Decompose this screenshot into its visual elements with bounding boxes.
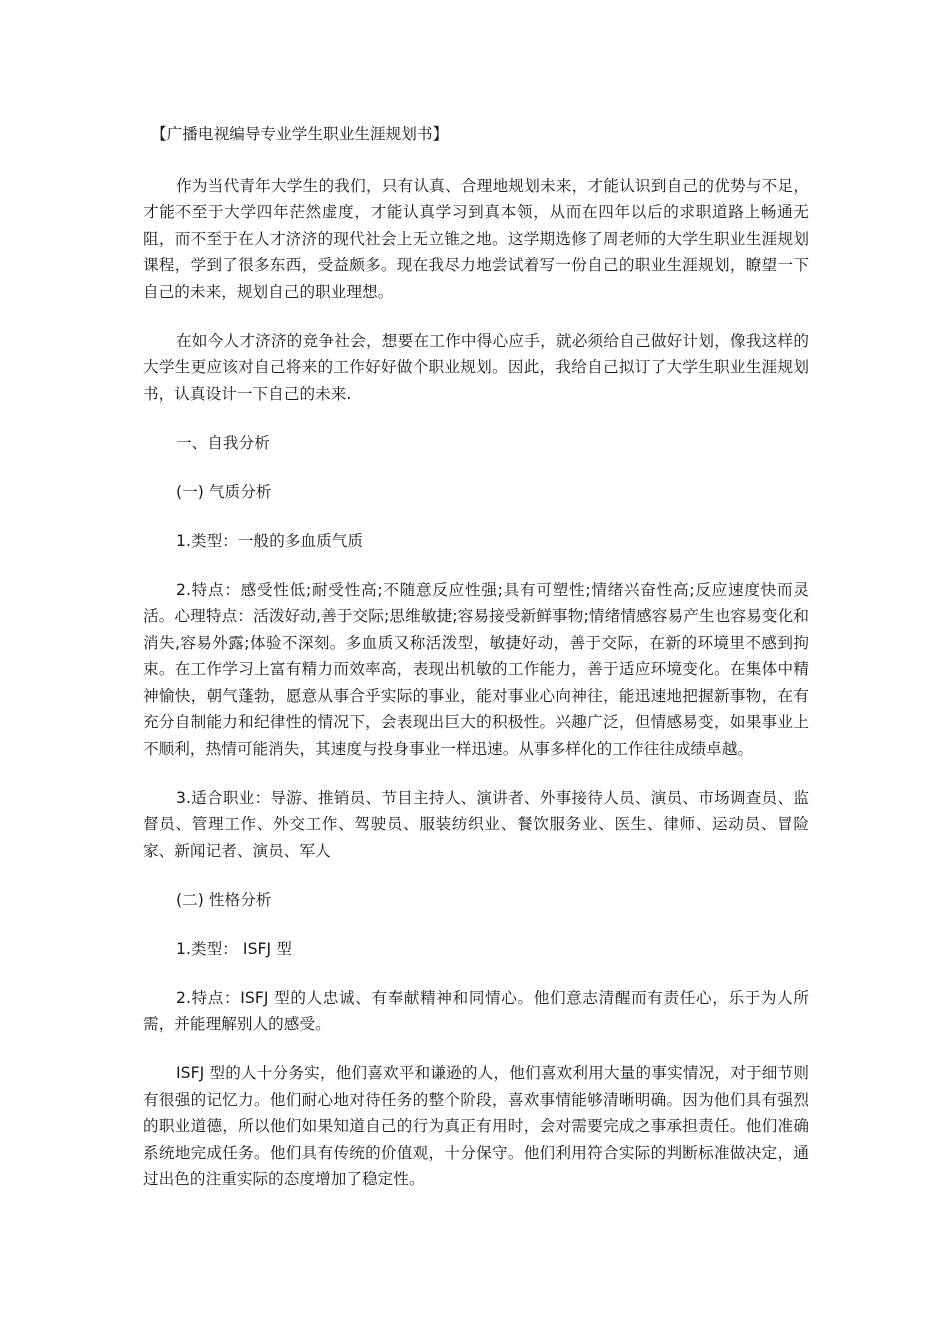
temperament-type: 1.类型：一般的多血质气质 [176,531,364,550]
suitable-careers-paragraph: 3.适合职业：导游、推销员、节目主持人、演讲者、外事接待人员、演员、市场调查员、监督员、管理工作、外交工作、驾驶员、服装纺织业、餐饮服务业、医生、律师、运动员、冒险家、新闻记者、演员、军人 [143,788,809,860]
isfj-description-paragraph: ISFJ 型的人十分务实，他们喜欢平和谦逊的人，他们喜欢利用大量的事实情况，对于细节则有很强的记忆力。他们耐心地对待任务的整个阶段，喜欢事情能够清晰明确。因为他们具有强烈的职业道德，所以他们如果知道自己的行为真正有用时，会对需要完成之事承担责任。他们准确系统地完成任务。他们具有传统的价值观，十分保守。他们利用符合实际的判断标准做决定，通过出色的注重实际的态度增加了稳定性。 [143,1064,809,1188]
subsection-heading-personality: (二) 性格分析 [176,890,272,909]
document-body [143,121,809,1215]
subsection-heading-temperament: (一) 气质分析 [176,482,272,501]
intro-paragraph: 作为当代青年大学生的我们，只有认真、合理地规划未来，才能认识到自己的优势与不足，才能不至于大学四年茫然虚度，才能认真学习到真本领，从而在四年以后的求职道路上畅通无阻，而不至于在人才济济的现代社会上无立锥之地。这学期选修了周老师的大学生职业生涯规划课程，学到了很多东西，受益颇多。现在我尽力地尝试着写一份自己的职业生涯规划，瞭望一下自己的未来，规划自己的职业理想。 [143,176,809,301]
temperament-traits-paragraph: 2.特点：感受性低;耐受性高;不随意反应性强;具有可塑性;情绪兴奋性高;反应速度快而灵活。心理特点：活泼好动,善于交际;思维敏捷;容易接受新鲜事物;情绪情感容易产生也容易变化和消失,容易外露;体验不深刻。多血质又称活泼型，敏捷好动，善于交际，在新的环境里不感到拘束。在工作学习上富有精力而效率高，表现出机敏的工作能力，善于适应环境变化。在集体中精神愉快，朝气蓬勃，愿意从事合乎实际的事业，能对事业心向神往，能迅速地把握新事物，在有充分自制能力和纪律性的情况下，会表现出巨大的积极性。兴趣广泛，但情感易变，如果事业上不顺利，热情可能消失，其速度与投身事业一样迅速。从事多样化的工作往往成绩卓越。 [143,580,809,758]
section-heading-self-analysis: 一、自我分析 [176,433,270,452]
personality-traits-paragraph: 2.特点：ISFJ 型的人忠诚、有奉献精神和同情心。他们意志清醒而有责任心，乐于为人所需，并能理解别人的感受。 [143,988,809,1033]
document-title: 【广播电视编导专业学生职业生涯规划书】 [151,125,449,143]
plan-paragraph: 在如今人才济济的竞争社会，想要在工作中得心应手，就必须给自己做好计划，像我这样的大学生更应该对自己将来的工作好好做个职业规划。因此，我给自己拟订了大学生职业生涯规划书，认真设计一下自己的未来. [143,331,809,403]
personality-type: 1.类型： ISFJ 型 [176,939,292,958]
